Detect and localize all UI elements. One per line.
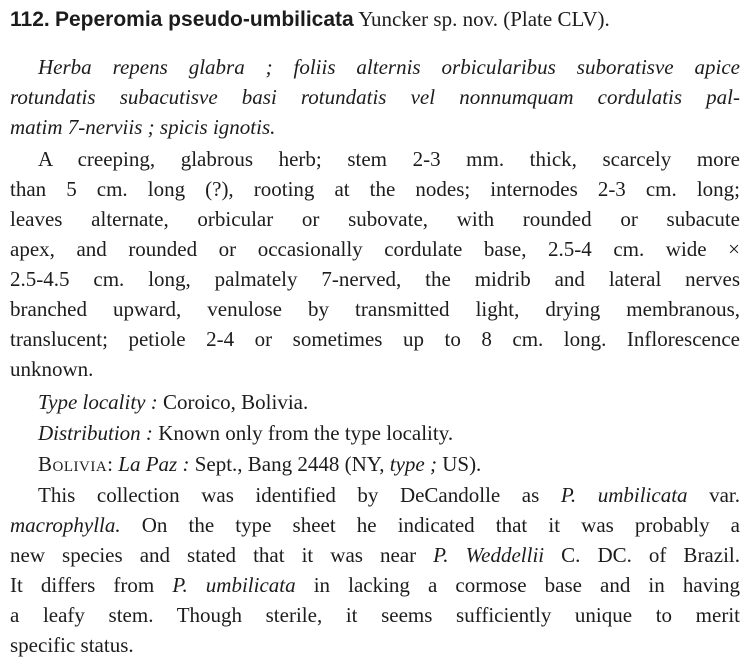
- remarks-line: [38, 482, 740, 508]
- remarks-taxon: macrophylla.: [10, 513, 121, 537]
- distribution-label: Distribution :: [38, 421, 153, 445]
- description-line: apex, and rounded or occasionally cordulate base, 2.5-4 cm. wide ×: [10, 237, 740, 261]
- description-line: branched upward, venulose by transmitted light, drying membranous,: [10, 297, 740, 321]
- remarks-text: This collection was identified by DeCandolle as: [38, 483, 561, 507]
- specimen-colon: :: [107, 452, 119, 476]
- description-line: than 5 cm. long (?), rooting at the nodes; internodes 2-3 cm. long;: [10, 177, 740, 201]
- remarks-text: It differs from: [10, 573, 173, 597]
- description-line: A creeping, glabrous herb; stem 2-3 mm. thick, scarcely more: [38, 147, 740, 171]
- specimen-type: type ;: [389, 452, 437, 476]
- species-number: 112.: [10, 8, 50, 31]
- remarks-text: in lacking a cormose base and in having: [295, 573, 740, 597]
- description-line: 2.5-4.5 cm. long, palmately 7-nerved, the midrib and lateral nerves: [10, 267, 740, 291]
- remarks-taxon: P. Weddellii: [433, 543, 545, 567]
- remarks-line: specific status.: [10, 633, 134, 657]
- specimen-country: Bolivia: [38, 452, 108, 476]
- description-line: leaves alternate, orbicular or subovate, with rounded or subacute: [10, 207, 740, 231]
- remarks-taxon: P. umbilicata: [560, 483, 688, 507]
- description-line: translucent; petiole 2-4 or sometimes up to 8 cm. long. Inflorescence: [10, 327, 740, 351]
- latin-diagnosis-line: matim 7-nerviis ; spicis ignotis.: [10, 115, 276, 139]
- type-locality-label: Type locality :: [38, 390, 158, 414]
- distribution-value: Known only from the type locality.: [152, 421, 454, 445]
- type-locality: [38, 389, 740, 415]
- remarks-line: a leafy stem. Though sterile, it seems sufficiently unique to merit: [10, 603, 740, 627]
- specimen-details: Sept., Bang 2448 (NY,: [189, 452, 390, 476]
- remarks-line: [10, 542, 740, 568]
- distribution: [38, 420, 740, 446]
- specimen-citation: [38, 451, 740, 477]
- remarks-text: C. DC. of Brazil.: [544, 543, 740, 567]
- remarks-text: new species and stated that it was near: [10, 543, 434, 567]
- latin-diagnosis-line: rotundatis subacutisve basi rotundatis vel nonnumquam cordulatis pal-: [10, 85, 740, 109]
- specimen-region: La Paz :: [118, 452, 190, 476]
- species-heading: [10, 6, 740, 33]
- remarks-taxon: P. umbilicata: [172, 573, 296, 597]
- remarks-text: var.: [687, 483, 740, 507]
- remarks-line: [10, 512, 740, 538]
- description-line: unknown.: [10, 357, 94, 381]
- latin-diagnosis-line: Herba repens glabra ; foliis alternis orbicularibus suboratisve apice: [38, 55, 740, 79]
- remarks-line: [10, 572, 740, 598]
- remarks-text: On the type sheet he indicated that it was probably a: [120, 513, 740, 537]
- specimen-herbarium: US).: [436, 452, 482, 476]
- species-authority: Yuncker sp. nov. (Plate CLV).: [353, 7, 610, 31]
- type-locality-value: Coroico, Bolivia.: [157, 390, 309, 414]
- species-name: Peperomia pseudo-umbilicata: [54, 8, 354, 31]
